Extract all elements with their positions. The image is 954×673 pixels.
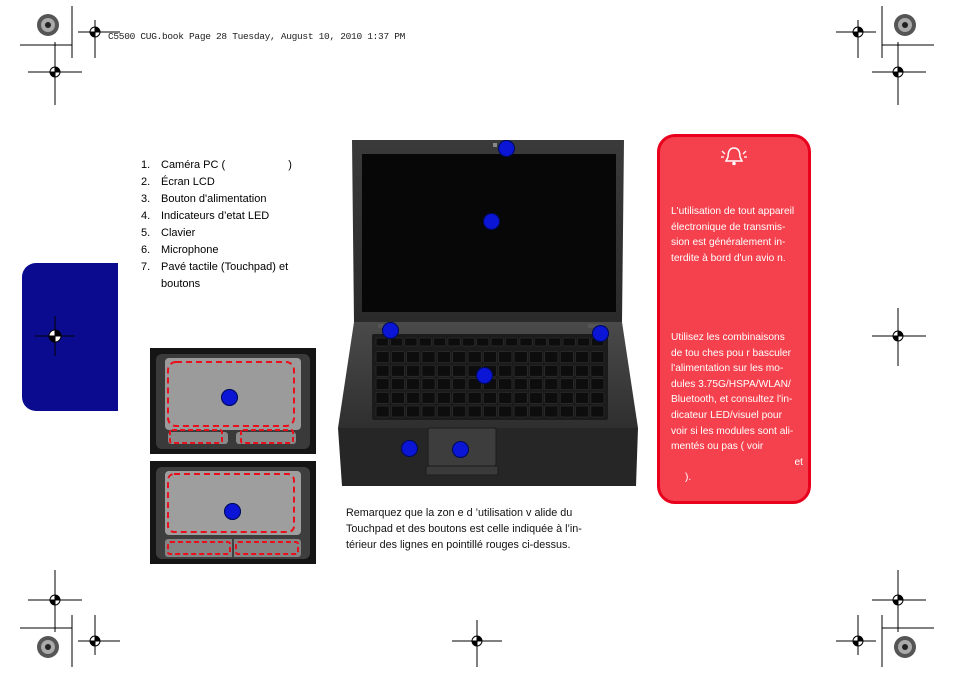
touchpad-note: Remarquez que la zon e d ’utilisation v alide du Touchpad et des boutons est celle indiquée à l’in- térieur des lignes en pointillé rouges ci-dessus. [346,507,582,551]
marker-touchpad [452,441,469,458]
warning-box [657,134,811,504]
marker-keyboard [476,367,493,384]
list-item: 7. Pavé tactile (Touchpad) et [141,261,289,273]
marker-power-button [382,322,399,339]
marker-touchpad-1 [221,389,238,406]
marker-lcd [483,213,500,230]
feature-list [141,157,292,293]
list-item: 5. Clavier [141,227,196,239]
running-head: C5500 CUG.book Page 28 Tuesday, August 10, 2010 1:37 PM [108,31,406,42]
warning-paragraph-2: Utilisez les combinaisons de tou ches pou r basculer l'alimentation sur les mo- dules 3.75G/HSPA/WLAN/ Bluetooth, et consultez l'in- dicateur LED/visuel pour voir si les modules sont ali- mentés ou pas ( voir et ). [671,332,803,484]
marker-microphone [401,440,418,457]
list-item: 3. Bouton d'alimentation [141,193,267,205]
warning-paragraph-1: L'utilisation de tout appareil électronique de transmis- sion est généralement in- terdite à bord d'un avio n. [671,206,795,264]
list-item: 2. Écran LCD [141,176,215,188]
marker-led-indicators [592,325,609,342]
marker-camera [498,140,515,157]
bell-warning-icon [719,145,749,167]
laptop-image [338,138,640,490]
side-tab-registration-mark [35,316,75,356]
list-item: boutons [161,278,201,290]
marker-touchpad-2 [224,503,241,520]
list-item: 6. Microphone [141,244,219,256]
list-item: 4. Indicateurs d’etat LED [141,210,270,222]
list-item: 1. Caméra PC ( ) [141,159,292,171]
